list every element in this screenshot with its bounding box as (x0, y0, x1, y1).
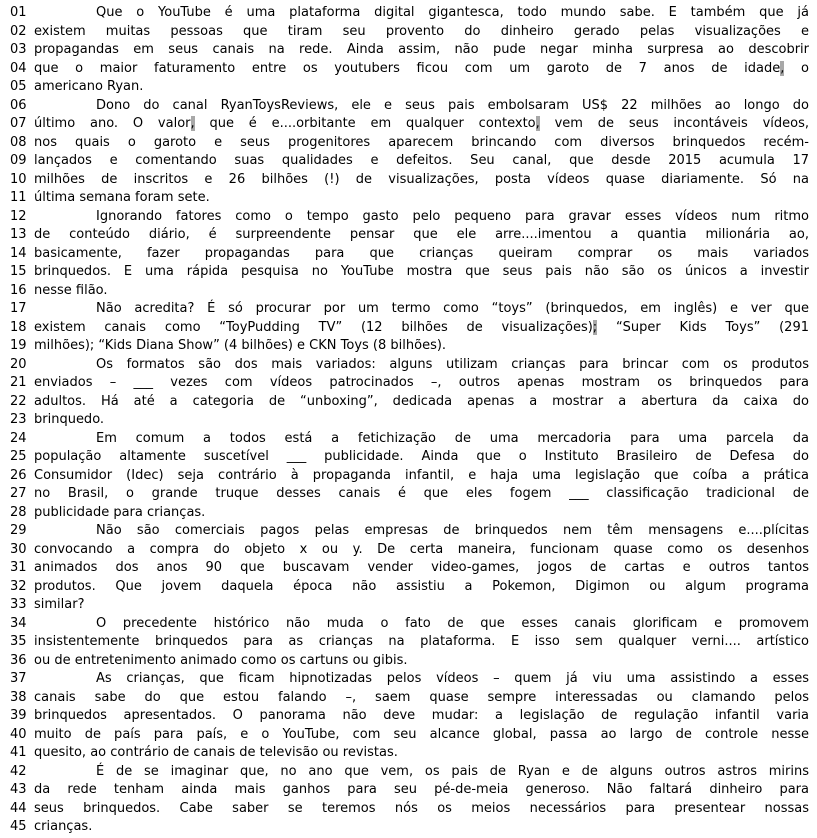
text-line (10, 282, 809, 301)
line-number: 12 (10, 208, 27, 224)
line-number: 21 (10, 375, 27, 390)
text-line (10, 652, 809, 671)
line-text: última semana foram sete. (34, 190, 210, 205)
line-text: seus brinquedos. Cabe saber se teremos nós os meios necessários para presentear nossas (34, 800, 809, 816)
line-text: propagandas em seus canais na rede. Ainda assim, não pude negar minha surpresa ao descobrir (34, 42, 809, 57)
line-text: publicidade para crianças. (34, 504, 206, 520)
text-line (10, 23, 809, 42)
text-line (10, 633, 809, 652)
line-text: Não acredita? É só procurar por um termo como “toys” (brinquedos, em inglês) e ver que (96, 301, 809, 316)
line-number: 05 (10, 79, 27, 94)
line-text: nesse filão. (34, 282, 108, 298)
text-line (10, 559, 809, 578)
line-text: último ano. O valor, que é e....orbitante em qualquer contexto, vem de seus incontáveis vídeos, (34, 116, 809, 131)
line-number: 36 (10, 652, 27, 668)
line-number: 11 (10, 190, 27, 205)
text-line (10, 115, 809, 134)
text-line (10, 615, 809, 634)
line-number: 35 (10, 634, 27, 649)
line-number: 41 (10, 745, 27, 760)
line-number: 38 (10, 689, 27, 705)
line-number: 06 (10, 97, 27, 113)
line-number: 02 (10, 23, 27, 39)
text-line (10, 522, 809, 541)
line-number: 03 (10, 42, 27, 57)
line-number: 20 (10, 356, 27, 372)
highlighted-punctuation: ; (592, 319, 598, 335)
text-line (10, 4, 809, 23)
line-number: 17 (10, 301, 27, 316)
line-number: 29 (10, 523, 27, 538)
line-number: 45 (10, 819, 27, 834)
line-number: 33 (10, 597, 27, 612)
text-line (10, 781, 809, 800)
line-number: 28 (10, 504, 27, 520)
line-number: 26 (10, 467, 27, 483)
text-line (10, 578, 809, 597)
text-line (10, 152, 809, 171)
text-line (10, 726, 809, 745)
line-text: lançados e comentando suas qualidades e defeitos. Seu canal, que desde 2015 acumula 17 (34, 153, 809, 168)
line-text: ou de entretenimento animado como os cartuns ou gibis. (34, 652, 408, 668)
line-number: 14 (10, 245, 27, 261)
line-number: 15 (10, 264, 27, 279)
line-text: Que o YouTube é uma plataforma digital gigantesca, todo mundo sabe. E também que já (96, 5, 809, 20)
text-line (10, 485, 809, 504)
line-text: convocando a compra do objeto x ou y. De certa maneira, funcionam quase como os desenhos (34, 541, 809, 557)
line-number: 08 (10, 134, 27, 150)
line-text: americano Ryan. (34, 79, 144, 94)
line-text: animados dos anos 90 que buscavam vender video-games, jogos de cartas e outros tantos (34, 560, 809, 575)
line-text: que o maior faturamento entre os youtubers ficou com um garoto de 7 anos de idade, o (34, 60, 809, 76)
text-line (10, 670, 809, 689)
line-text: adultos. Há até a categoria de “unboxing”, dedicada apenas a mostrar a abertura da caixa do (34, 393, 809, 409)
line-text: Consumidor (Idec) seja contrário à propaganda infantil, e haja uma legislação que coíba a prática (34, 467, 809, 483)
text-line (10, 504, 809, 523)
line-number: 13 (10, 227, 27, 242)
text-line (10, 374, 809, 393)
line-text: milhões); “Kids Diana Show” (4 bilhões) e CKN Toys (8 bilhões). (34, 338, 447, 353)
line-text: nos quais o garoto e seus progenitores aparecem brincando com diversos brinquedos recém- (34, 134, 809, 150)
highlighted-punctuation: , (190, 116, 195, 131)
text-line (10, 744, 809, 763)
line-text: brinquedo. (34, 412, 105, 427)
line-number: 18 (10, 319, 27, 335)
line-text: população altamente suscetível ___ publicidade. Ainda que o Instituto Brasileiro de Defesa do (34, 449, 809, 464)
line-text: produtos. Que jovem daquela época não assistiu a Pokemon, Digimon ou algum programa (34, 578, 809, 594)
text-line (10, 41, 809, 60)
line-number: 43 (10, 782, 27, 797)
line-number: 39 (10, 708, 27, 723)
line-text: Dono do canal RyanToysReviews, ele e seus pais embolsaram US$ 22 milhões ao longo do (96, 97, 809, 113)
line-text: crianças. (34, 819, 93, 834)
line-text: brinquedos. E uma rápida pesquisa no YouTube mostra que seus pais não são os únicos a investir (34, 264, 809, 279)
line-number: 25 (10, 449, 27, 464)
line-text: As crianças, que ficam hipnotizadas pelos vídeos – quem já viu uma assistindo a esses (96, 671, 809, 686)
line-text: O precedente histórico não muda o fato de que esses canais glorificam e promovem (96, 615, 809, 631)
line-text: basicamente, fazer propagandas para que crianças queiram comprar os mais variados (34, 245, 809, 261)
line-number: 23 (10, 412, 27, 427)
line-number: 42 (10, 763, 27, 779)
line-number: 34 (10, 615, 27, 631)
line-number: 04 (10, 60, 27, 76)
line-text: canais sabe do que estou falando –, saem quase sempre interessadas ou clamando pelos (34, 689, 809, 705)
line-number: 32 (10, 578, 27, 594)
line-text: de conteúdo diário, é surpreendente pensar que ele arre....imentou a quantia milionária ao, (34, 227, 809, 242)
text-line (10, 78, 809, 97)
text-line (10, 60, 809, 79)
line-number: 22 (10, 393, 27, 409)
line-number: 07 (10, 116, 27, 131)
text-line (10, 800, 809, 819)
line-text: brinquedos apresentados. O panorama não deve mudar: a legislação de regulação infantil varia (34, 708, 809, 723)
text-line (10, 300, 809, 319)
line-text: Não são comerciais pagos pelas empresas de brinquedos nem têm mensagens e....plícitas (96, 523, 809, 538)
line-number: 37 (10, 671, 27, 686)
text-line (10, 337, 809, 356)
line-number: 31 (10, 560, 27, 575)
line-text: Ignorando fatores como o tempo gasto pelo pequeno para gravar esses vídeos num ritmo (96, 208, 809, 224)
line-text: no Brasil, o grande truque desses canais é que eles fogem ___ classificação tradicional de (34, 486, 809, 501)
line-number: 30 (10, 541, 27, 557)
text-line (10, 430, 809, 449)
line-text: quesito, ao contrário de canais de televisão ou revistas. (34, 745, 398, 760)
line-number: 09 (10, 153, 27, 168)
line-number: 27 (10, 486, 27, 501)
line-number: 40 (10, 726, 27, 742)
line-number: 01 (10, 5, 27, 20)
text-line (10, 818, 809, 837)
line-number: 44 (10, 800, 27, 816)
highlighted-punctuation: , (535, 116, 540, 131)
text-line (10, 319, 809, 338)
text-line (10, 411, 809, 430)
text-line (10, 263, 809, 282)
text-line (10, 356, 809, 375)
text-passage (10, 4, 809, 837)
text-line (10, 541, 809, 560)
text-line (10, 707, 809, 726)
line-text: milhões de inscritos e 26 bilhões (!) de visualizações, posta vídeos quase diariamente. Só na (34, 171, 809, 187)
line-text: muito de país para país, e o YouTube, com seu alcance global, passa ao largo de controle nesse (34, 726, 809, 742)
line-text: Os formatos são dos mais variados: alguns utilizam crianças para brincar com os produtos (96, 356, 809, 372)
text-line (10, 448, 809, 467)
line-number: 10 (10, 171, 27, 187)
text-line (10, 97, 809, 116)
line-number: 24 (10, 430, 27, 446)
line-text: existem canais como “ToyPudding TV” (12 bilhões de visualizações); “Super Kids Toys” (291 (34, 319, 809, 335)
line-text: enviados – ___ vezes com vídeos patrocinados –, outros apenas mostram os brinquedos para (34, 375, 809, 390)
highlighted-punctuation: , (780, 60, 785, 76)
line-text: existem muitas pessoas que tiram seu provento do dinheiro gerado pelas visualizações e (34, 23, 809, 39)
text-line (10, 134, 809, 153)
text-line (10, 467, 809, 486)
line-text: similar? (34, 597, 85, 612)
text-line (10, 208, 809, 227)
line-text: É de se imaginar que, no ano que vem, os pais de Ryan e de alguns outros astros mirins (96, 763, 809, 779)
line-number: 19 (10, 338, 27, 353)
line-text: da rede tenham ainda mais ganhos para seu pé-de-meia generoso. Não faltará dinheiro para (34, 782, 809, 797)
text-line (10, 245, 809, 264)
text-line (10, 596, 809, 615)
text-line (10, 189, 809, 208)
text-line (10, 226, 809, 245)
line-text: insistentemente brinquedos para as crianças na plataforma. E isso sem qualquer verni.... artístico (34, 634, 809, 649)
text-line (10, 393, 809, 412)
text-line (10, 763, 809, 782)
text-line (10, 689, 809, 708)
line-number: 16 (10, 282, 27, 298)
text-line (10, 171, 809, 190)
line-text: Em comum a todos está a fetichização de uma mercadoria para uma parcela da (96, 430, 809, 446)
